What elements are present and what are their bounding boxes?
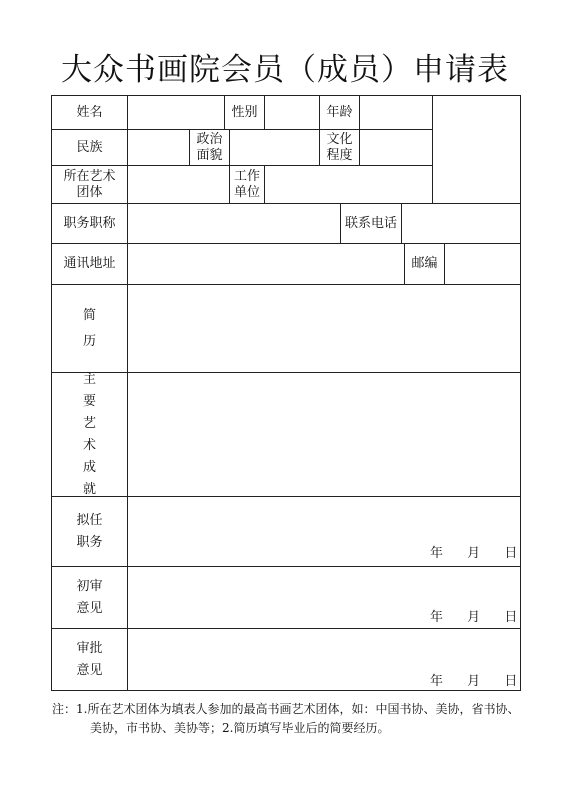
age-field[interactable] (360, 96, 432, 129)
year-label: 年 (430, 610, 444, 625)
work-unit-label-line2: 单位 (233, 184, 260, 200)
approval-date (430, 670, 517, 689)
work-unit-label-line1: 工作 (233, 168, 260, 184)
name-field[interactable] (128, 96, 224, 129)
phone-label: 联系电话 (344, 215, 397, 231)
work-unit-field[interactable] (265, 166, 432, 203)
initial-review-label (52, 567, 127, 628)
initial-review-label-line2: 意见 (76, 600, 103, 616)
address-label: 通讯地址 (63, 256, 116, 271)
month-label: 月 (467, 610, 481, 625)
achievements-field[interactable] (128, 373, 520, 496)
political-status-label (190, 130, 229, 165)
form-title: 大众书画院会员（成员）申请表 (61, 52, 509, 88)
art-group-label-line1: 所在艺术 (63, 168, 116, 184)
political-status-field[interactable] (230, 130, 319, 165)
postcode-label: 邮编 (411, 256, 438, 271)
footnote-line1: 注：1.所在艺术团体为填表人参加的最高书画艺术团体，如：中国书协、美协，省书协、 (52, 702, 520, 716)
month-label: 月 (467, 546, 481, 561)
day-label: 日 (504, 674, 518, 689)
day-label: 日 (504, 610, 518, 625)
approval-label-line2: 意见 (76, 662, 103, 678)
address-field[interactable] (128, 244, 404, 284)
proposed-post-date (430, 542, 517, 561)
resume-label-char2: 历 (82, 333, 96, 349)
month-label: 月 (467, 674, 481, 689)
political-status-label-line2: 面貌 (196, 147, 223, 163)
education-label-line2: 程度 (326, 147, 353, 163)
day-label: 日 (504, 546, 518, 561)
footnote (52, 700, 532, 738)
approval-label-line1: 审批 (76, 640, 103, 656)
photo-area (433, 96, 520, 203)
phone-field[interactable] (402, 204, 520, 243)
proposed-post-label-line1: 拟任 (76, 512, 103, 528)
age-label: 年龄 (326, 104, 353, 120)
title-position-field[interactable] (128, 204, 340, 243)
year-label: 年 (430, 546, 444, 561)
gender-label: 性别 (231, 104, 258, 120)
approval-label (52, 629, 127, 690)
resume-label (52, 285, 127, 372)
initial-review-label-line1: 初审 (76, 578, 103, 594)
achievements-label-char4: 术 (82, 437, 96, 453)
proposed-post-label (52, 497, 127, 566)
art-group-label (52, 166, 127, 203)
achievements-label-char2: 要 (82, 393, 96, 409)
ethnicity-label: 民族 (76, 139, 103, 155)
education-label-line1: 文化 (326, 131, 353, 147)
proposed-post-label-line2: 职务 (76, 534, 103, 550)
achievements-label (52, 373, 127, 496)
ethnicity-field[interactable] (128, 130, 189, 165)
art-group-field[interactable] (128, 166, 229, 203)
title-position-label: 职务职称 (63, 215, 116, 231)
name-label: 姓名 (76, 104, 103, 120)
education-label (320, 130, 359, 165)
work-unit-label (230, 166, 264, 203)
resume-label-char1: 简 (82, 307, 96, 323)
footnote-line2: 美协，市书协、美协等；2.简历填写毕业后的简要经历。 (90, 721, 390, 735)
art-group-label-line2: 团体 (76, 184, 103, 200)
resume-field[interactable] (128, 285, 520, 372)
education-field[interactable] (360, 130, 432, 165)
achievements-label-char1: 主 (82, 371, 96, 387)
achievements-label-char6: 就 (82, 481, 96, 497)
postcode-field[interactable] (445, 244, 520, 284)
achievements-label-char5: 成 (82, 459, 96, 475)
gender-field[interactable] (265, 96, 319, 129)
achievements-label-char3: 艺 (82, 415, 96, 431)
political-status-label-line1: 政治 (196, 131, 223, 147)
year-label: 年 (430, 674, 444, 689)
initial-review-date (430, 606, 517, 625)
